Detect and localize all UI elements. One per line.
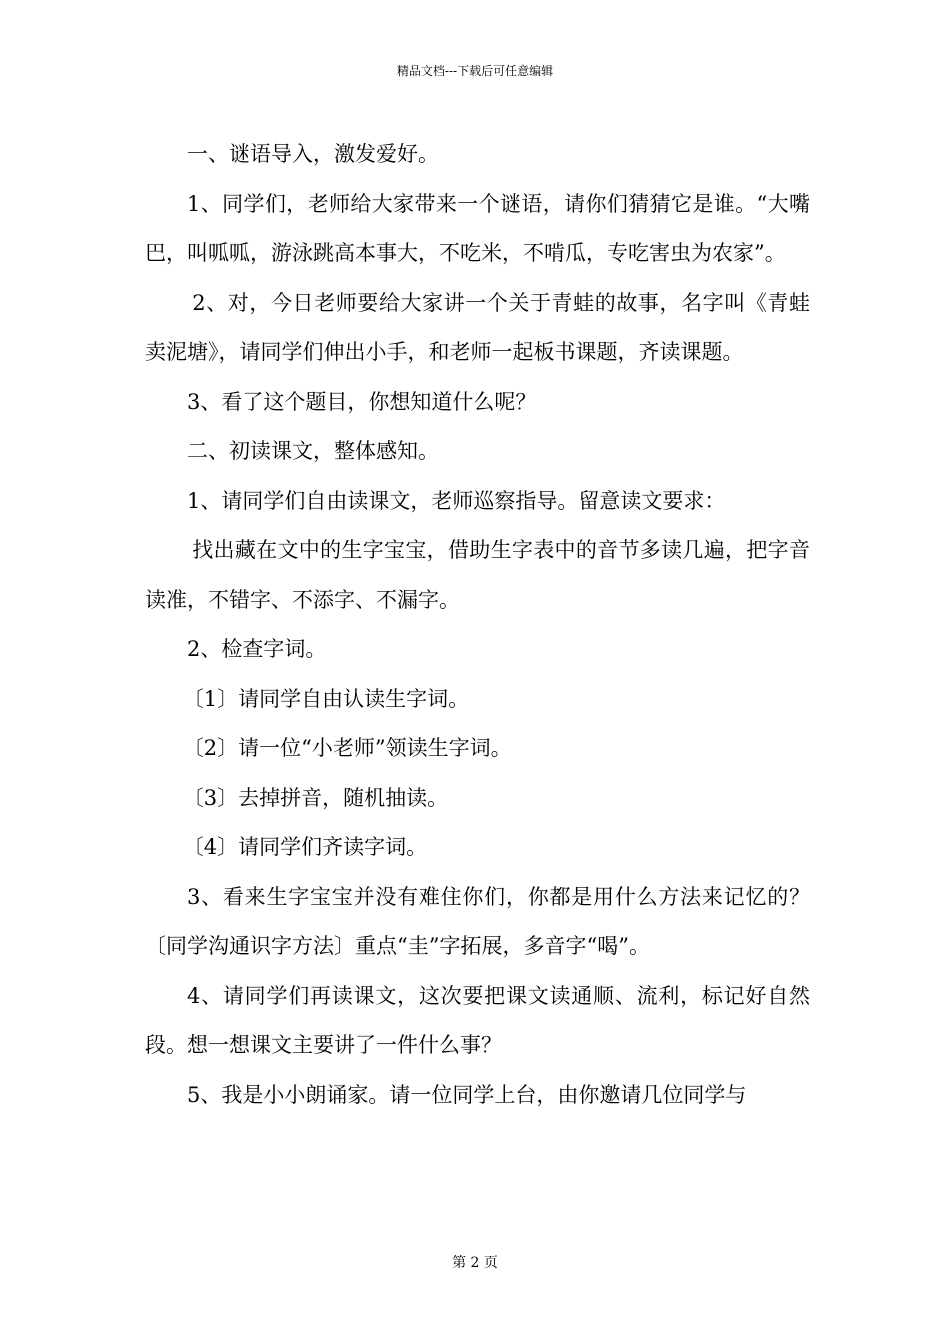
paragraph: 1、同学们，老师给大家带来一个谜语，请你们猜猜它是谁。“大嘴巴，叫呱呱，游泳跳高本事大，不吃米，不啃瓜，专吃害虫为农家”。 xyxy=(145,191,810,265)
list-item: 〔3〕去掉拼音，随机抽读。 xyxy=(182,785,449,810)
paragraph: 3、看了这个题目，你想知道什么呢？ xyxy=(187,389,537,414)
list-item: 〔1〕请同学自由认读生字词。 xyxy=(182,686,470,711)
paragraph: 2、检查字词。 xyxy=(187,637,327,661)
paragraph: 找出藏在文中的生字宝宝，借助生字表中的音节多读几遍，把字音读准，不错字、不添字、不漏字。 xyxy=(145,538,810,612)
paragraph: 4、请同学们再读课文，这次要把课文读通顺、流利，标记好自然段。想一想课文主要讲了一件什么事？ xyxy=(145,983,810,1057)
section-heading-1: 一、谜语导入，激发爱好。 xyxy=(187,142,439,166)
paragraph: 3、看来生字宝宝并没有难住你们，你都是用什么方法来记忆的？〔同学沟通识字方法〕重点“圭”字拓展，多音字“喝”。 xyxy=(145,884,810,958)
section-heading-2: 二、初读课文，整体感知。 xyxy=(187,439,439,463)
document-body xyxy=(145,130,810,1120)
paragraph: 5、我是小小朗诵家。请一位同学上台，由你邀请几位同学与 xyxy=(187,1082,747,1107)
page-header: 精品文档---下载后可任意编辑 xyxy=(396,64,554,78)
paragraph: 1、请同学们自由读课文，老师巡察指导。留意读文要求： xyxy=(187,488,726,513)
paragraph: 2、对，今日老师要给大家讲一个关于青蛙的故事，名字叫《青蛙卖泥塘》，请同学们伸出小手，和老师一起板书课题，齐读课题。 xyxy=(145,290,810,364)
list-item: 〔2〕请一位“小老师”领读生字词。 xyxy=(182,736,512,760)
list-item: 〔4〕请同学们齐读字词。 xyxy=(182,835,428,859)
page-number: 第 2 页 xyxy=(452,1255,498,1271)
